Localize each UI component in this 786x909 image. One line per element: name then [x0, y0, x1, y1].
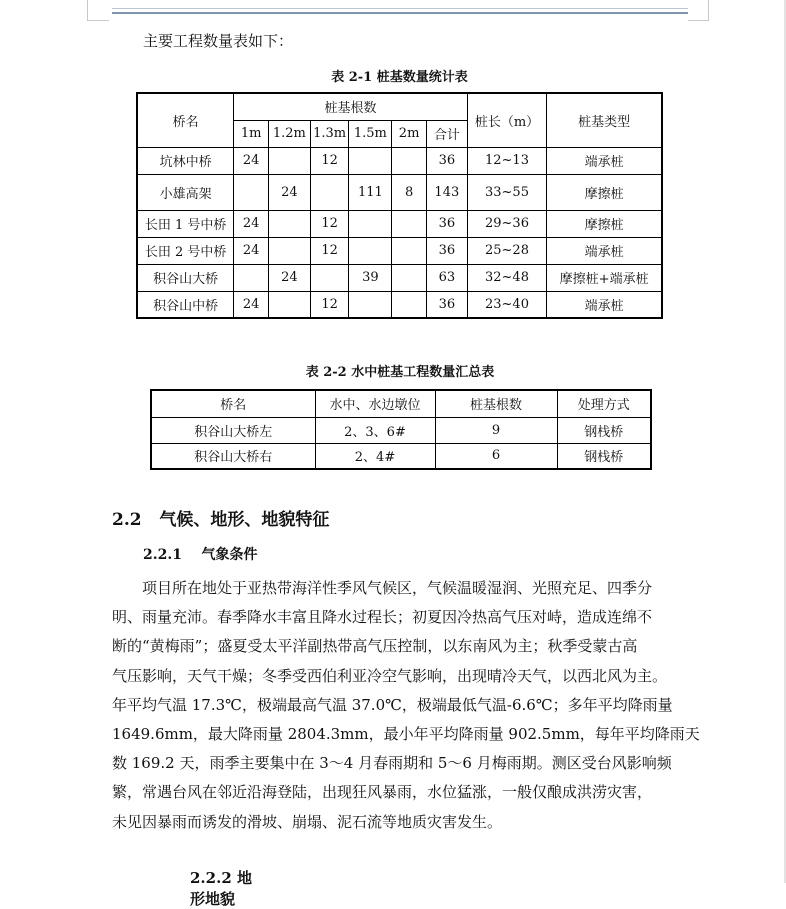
table-cell: 25~28	[467, 237, 547, 264]
table-cell: 长田 1 号中桥	[137, 210, 234, 237]
table-cell	[310, 174, 349, 210]
table-cell: 积谷山大桥	[137, 264, 234, 291]
paragraph-line: 年平均气温 17.3℃，极端最高气温 37.0℃，极端最低气温-6.6℃；多年平均降雨量	[112, 695, 673, 714]
table-cell	[268, 147, 310, 174]
table-cell: 钢栈桥	[557, 417, 651, 443]
intro-text: 主要工程数量表如下：	[143, 32, 294, 50]
table-cell	[349, 291, 392, 318]
table-cell: 12	[310, 147, 349, 174]
header-rule-thin	[112, 8, 688, 9]
header-pile-length: 桩长（m）	[467, 93, 547, 147]
table-cell: 12~13	[467, 147, 547, 174]
paragraph-line: 气压影响，天气干燥；冬季受西伯利亚冷空气影响，出现晴冷天气，以西北风为主。	[112, 666, 668, 685]
page-corner-mark-right-h	[688, 20, 709, 21]
table2-caption: 表 2-2 水中桩基工程数量汇总表	[305, 365, 495, 380]
table-cell: 8	[392, 174, 427, 210]
table-cell	[392, 237, 427, 264]
table-cell: 端承桩	[547, 147, 662, 174]
table-cell: 长田 2 号中桥	[137, 237, 234, 264]
pile-count-table	[136, 92, 663, 319]
table-cell: 9	[435, 417, 557, 443]
paragraph-line: 断的“黄梅雨”；盛夏受太平洋副热带高气压控制，以东南风为主；秋季受蒙古高	[112, 637, 638, 656]
paragraph-line: 项目所在地处于亚热带海洋性季风气候区，气候温暖湿润、光照充足、四季分	[112, 579, 653, 597]
table-cell: 24	[234, 210, 269, 237]
next-heading-partial: 2.2.2 地形地貌	[190, 869, 252, 908]
table-row	[137, 174, 662, 210]
table-cell	[392, 147, 427, 174]
table-cell: 24	[234, 147, 269, 174]
header-size: 1m	[234, 120, 269, 147]
table-cell: 12	[310, 291, 349, 318]
table-cell: 坑林中桥	[137, 147, 234, 174]
table-cell: 12	[310, 237, 349, 264]
table-cell: 端承桩	[547, 237, 662, 264]
table-cell: 24	[234, 291, 269, 318]
header-size: 1.5m	[349, 120, 392, 147]
table-cell: 2、4#	[315, 443, 435, 469]
table-cell: 36	[426, 147, 467, 174]
table-cell: 32~48	[467, 264, 547, 291]
table-cell	[234, 264, 269, 291]
table-cell	[349, 147, 392, 174]
table-row	[137, 210, 662, 237]
table-cell: 摩擦桩+端承桩	[547, 264, 662, 291]
table-cell: 39	[349, 264, 392, 291]
header-pile-type: 桩基类型	[547, 93, 662, 147]
header-size: 1.2m	[268, 120, 310, 147]
page-corner-mark-left-h	[87, 20, 109, 21]
table-row	[137, 264, 662, 291]
paragraph-line: 未见因暴雨而诱发的滑坡、崩塌、泥石流等地质灾害发生。	[112, 812, 503, 831]
table-cell: 积谷山大桥左	[151, 417, 315, 443]
table-cell: 36	[426, 210, 467, 237]
table-cell	[349, 210, 392, 237]
underwater-pile-table	[150, 389, 652, 470]
header-size: 1.3m	[310, 120, 349, 147]
table-cell	[234, 174, 269, 210]
table-cell	[392, 210, 427, 237]
table-cell: 29~36	[467, 210, 547, 237]
table-header-row	[137, 93, 662, 120]
header-cell: 桥名	[151, 390, 315, 417]
table-row	[137, 147, 662, 174]
table-cell: 63	[426, 264, 467, 291]
paragraph-line: 繁，常遇台风在邻近沿海登陆，出现狂风暴雨，水位猛涨，一般仅酿成洪涝灾害，	[112, 783, 653, 802]
table-cell: 摩擦桩	[547, 174, 662, 210]
table-cell: 33~55	[467, 174, 547, 210]
header-bridge-name: 桥名	[137, 93, 234, 147]
table-cell: 6	[435, 443, 557, 469]
subsection-heading: 2.2.1 气象条件	[143, 547, 258, 563]
table-cell	[268, 210, 310, 237]
table-cell: 积谷山中桥	[137, 291, 234, 318]
table-cell	[310, 264, 349, 291]
table-cell: 2、3、6#	[315, 417, 435, 443]
table-cell: 12	[310, 210, 349, 237]
paragraph-line: 明、雨量充沛。春季降水丰富且降水过程长；初夏因冷热高气压对峙，造成连绵不	[112, 608, 653, 627]
table-cell	[392, 291, 427, 318]
header-total: 合计	[426, 120, 467, 147]
header-size: 2m	[392, 120, 427, 147]
table-cell	[268, 237, 310, 264]
section-heading: 2.2 气候、地形、地貌特征	[112, 510, 330, 530]
table-cell: 111	[349, 174, 392, 210]
header-cell: 处理方式	[557, 390, 651, 417]
header-cell: 水中、水边墩位	[315, 390, 435, 417]
table-row	[151, 443, 651, 469]
table-cell: 23~40	[467, 291, 547, 318]
table-cell: 36	[426, 291, 467, 318]
table-row	[137, 237, 662, 264]
next-heading-cut-off	[190, 869, 260, 908]
table-cell: 钢栈桥	[557, 443, 651, 469]
table-cell: 24	[268, 174, 310, 210]
header-rule-thick	[112, 12, 688, 14]
table-row	[137, 291, 662, 318]
page-corner-mark-right	[708, 0, 709, 20]
table-cell: 24	[268, 264, 310, 291]
table-cell	[392, 264, 427, 291]
table-cell: 摩擦桩	[547, 210, 662, 237]
paragraph-line: 1649.6mm，最大降雨量 2804.3mm，最小年平均降雨量 902.5mm，每年平均降雨天	[112, 725, 700, 744]
table-cell	[268, 291, 310, 318]
header-cell: 桩基根数	[435, 390, 557, 417]
table-header-row	[151, 390, 651, 417]
table-row	[151, 417, 651, 443]
table1-caption: 表 2-1 桩基数量统计表	[331, 70, 468, 85]
paragraph-line: 数 169.2 天，雨季主要集中在 3～4 月春雨期和 5～6 月梅雨期。测区受台风影响频	[112, 754, 672, 773]
page-corner-mark-left	[87, 0, 88, 20]
table-cell	[349, 237, 392, 264]
header-pile-count: 桩基根数	[234, 93, 467, 120]
climate-paragraph	[112, 574, 700, 837]
table-cell: 36	[426, 237, 467, 264]
table-cell: 143	[426, 174, 467, 210]
table-cell: 24	[234, 237, 269, 264]
table-cell: 小雄高架	[137, 174, 234, 210]
table-cell: 端承桩	[547, 291, 662, 318]
table-cell: 积谷山大桥右	[151, 443, 315, 469]
